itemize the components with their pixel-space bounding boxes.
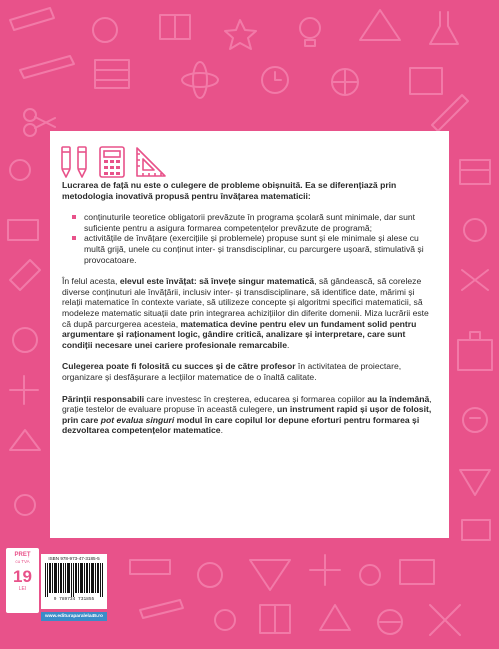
list-item: activitățile de învățare (exercițiile și problemele) propuse sunt și ele minimale și alese cu multă grijă, unele cu conținut inter- și transdisciplinar, cu parcurgere ușoară, stimulativă și provocatoare. bbox=[84, 233, 437, 265]
price-value: 19 bbox=[13, 567, 32, 586]
paragraph-teacher: Culegerea poate fi folosită cu succes și de către profesor în activitatea de proiectare, organizare și desfășurare a lecțiilor matematice de o înaltă calitate. bbox=[62, 361, 402, 382]
pencil-icon bbox=[60, 145, 72, 179]
description-text bbox=[62, 180, 437, 447]
price-tag bbox=[6, 548, 39, 613]
isbn-text: ISBN 978-973-47-3185-5 bbox=[48, 556, 100, 561]
paragraph-parents: Părinții responsabili care investesc în creșterea, educarea și formarea copiilor au la îndemână, grație testelor de evaluare propuse în această culegere, un instrument rapid și ușor de folosit, prin care pot evalua singuri modul în care copilul lor depune eforturi pentru formarea și dezvoltarea competențelor matematice. bbox=[62, 393, 432, 436]
barcode bbox=[45, 563, 103, 597]
list-item: conținuturile teoretice obligatorii prevăzute în programa școlară sunt minimale, dar sunt suficiente pentru a asigura formarea competențelor prevăzute de programă; bbox=[84, 212, 437, 233]
price-label: PREȚ bbox=[14, 552, 31, 558]
barcode-number: 9 789734 731855 bbox=[53, 597, 95, 602]
calculator-icon bbox=[98, 145, 126, 179]
description-card bbox=[50, 131, 449, 538]
paragraph-student: În felul acesta, elevul este învățat: să învețe singur matematică, să gândească, să coreleze diverse conținuturi ale învățării, inclusiv inter- și transdisciplinare, să identifice date, mărimi și relații matematice în contexte variate, să utilizeze concepte și algoritmi specifici matematicii, să modeleze matematic situații date prin integrarea achizițiilor din diferite domenii. Miza lucrării este că după parcurgerea acesteia, matematica devine pentru elev un fundament solid pentru argumentare și raționament logic, gândire critică, analizare și interpretare, care sunt condiții necesare unei cariere profesionale remarcabile. bbox=[62, 276, 429, 350]
bullet-list bbox=[62, 212, 437, 265]
barcode-block bbox=[41, 554, 107, 609]
website-link[interactable]: www.edituraparalela45.ro bbox=[41, 612, 107, 621]
set-square-icon bbox=[134, 145, 168, 179]
price-tva-label: cu TVA bbox=[15, 559, 30, 564]
pencil-icon bbox=[76, 145, 88, 179]
price-currency: LEI bbox=[18, 586, 27, 592]
intro-paragraph: Lucrarea de față nu este o culegere de probleme obișnuită. Ea se diferențiază prin metodologia inovativă propusă pentru învățarea matematicii: bbox=[62, 180, 397, 201]
